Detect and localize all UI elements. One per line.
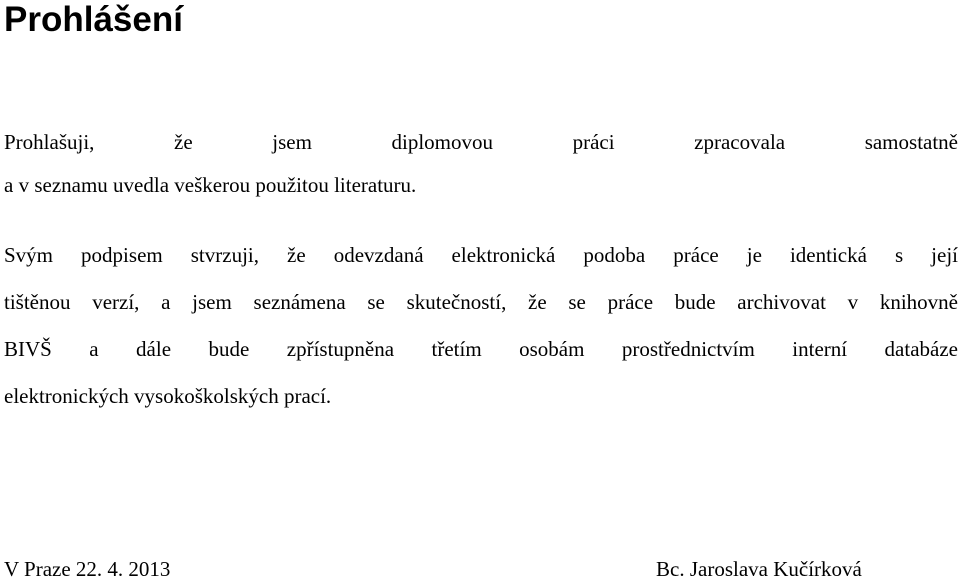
signature-statement-paragraph xyxy=(4,242,958,430)
paragraph-line: a v seznamu uvedla veškerou použitou literaturu. xyxy=(4,173,417,197)
paragraph-line: tištěnou verzí, a jsem seznámena se skutečností, že se práce bude archivovat v knihovně xyxy=(4,290,958,314)
place-and-date: V Praze 22. 4. 2013 xyxy=(4,557,171,581)
paragraph-line: Svým podpisem stvrzuji, že odevzdaná elektronická podoba práce je identická s její xyxy=(4,243,958,267)
paragraph-line: BIVŠ a dále bude zpřístupněna třetím osobám prostřednictvím interní databáze xyxy=(4,337,958,361)
paragraph-line: Prohlašuji, že jsem diplomovou práci zpracovala samostatně xyxy=(4,130,958,154)
paragraph-line: elektronických vysokoškolských prací. xyxy=(4,384,332,408)
declaration-paragraph xyxy=(4,129,958,215)
page-title: Prohlášení xyxy=(4,0,183,39)
author-name: Bc. Jaroslava Kučírková xyxy=(656,557,862,581)
